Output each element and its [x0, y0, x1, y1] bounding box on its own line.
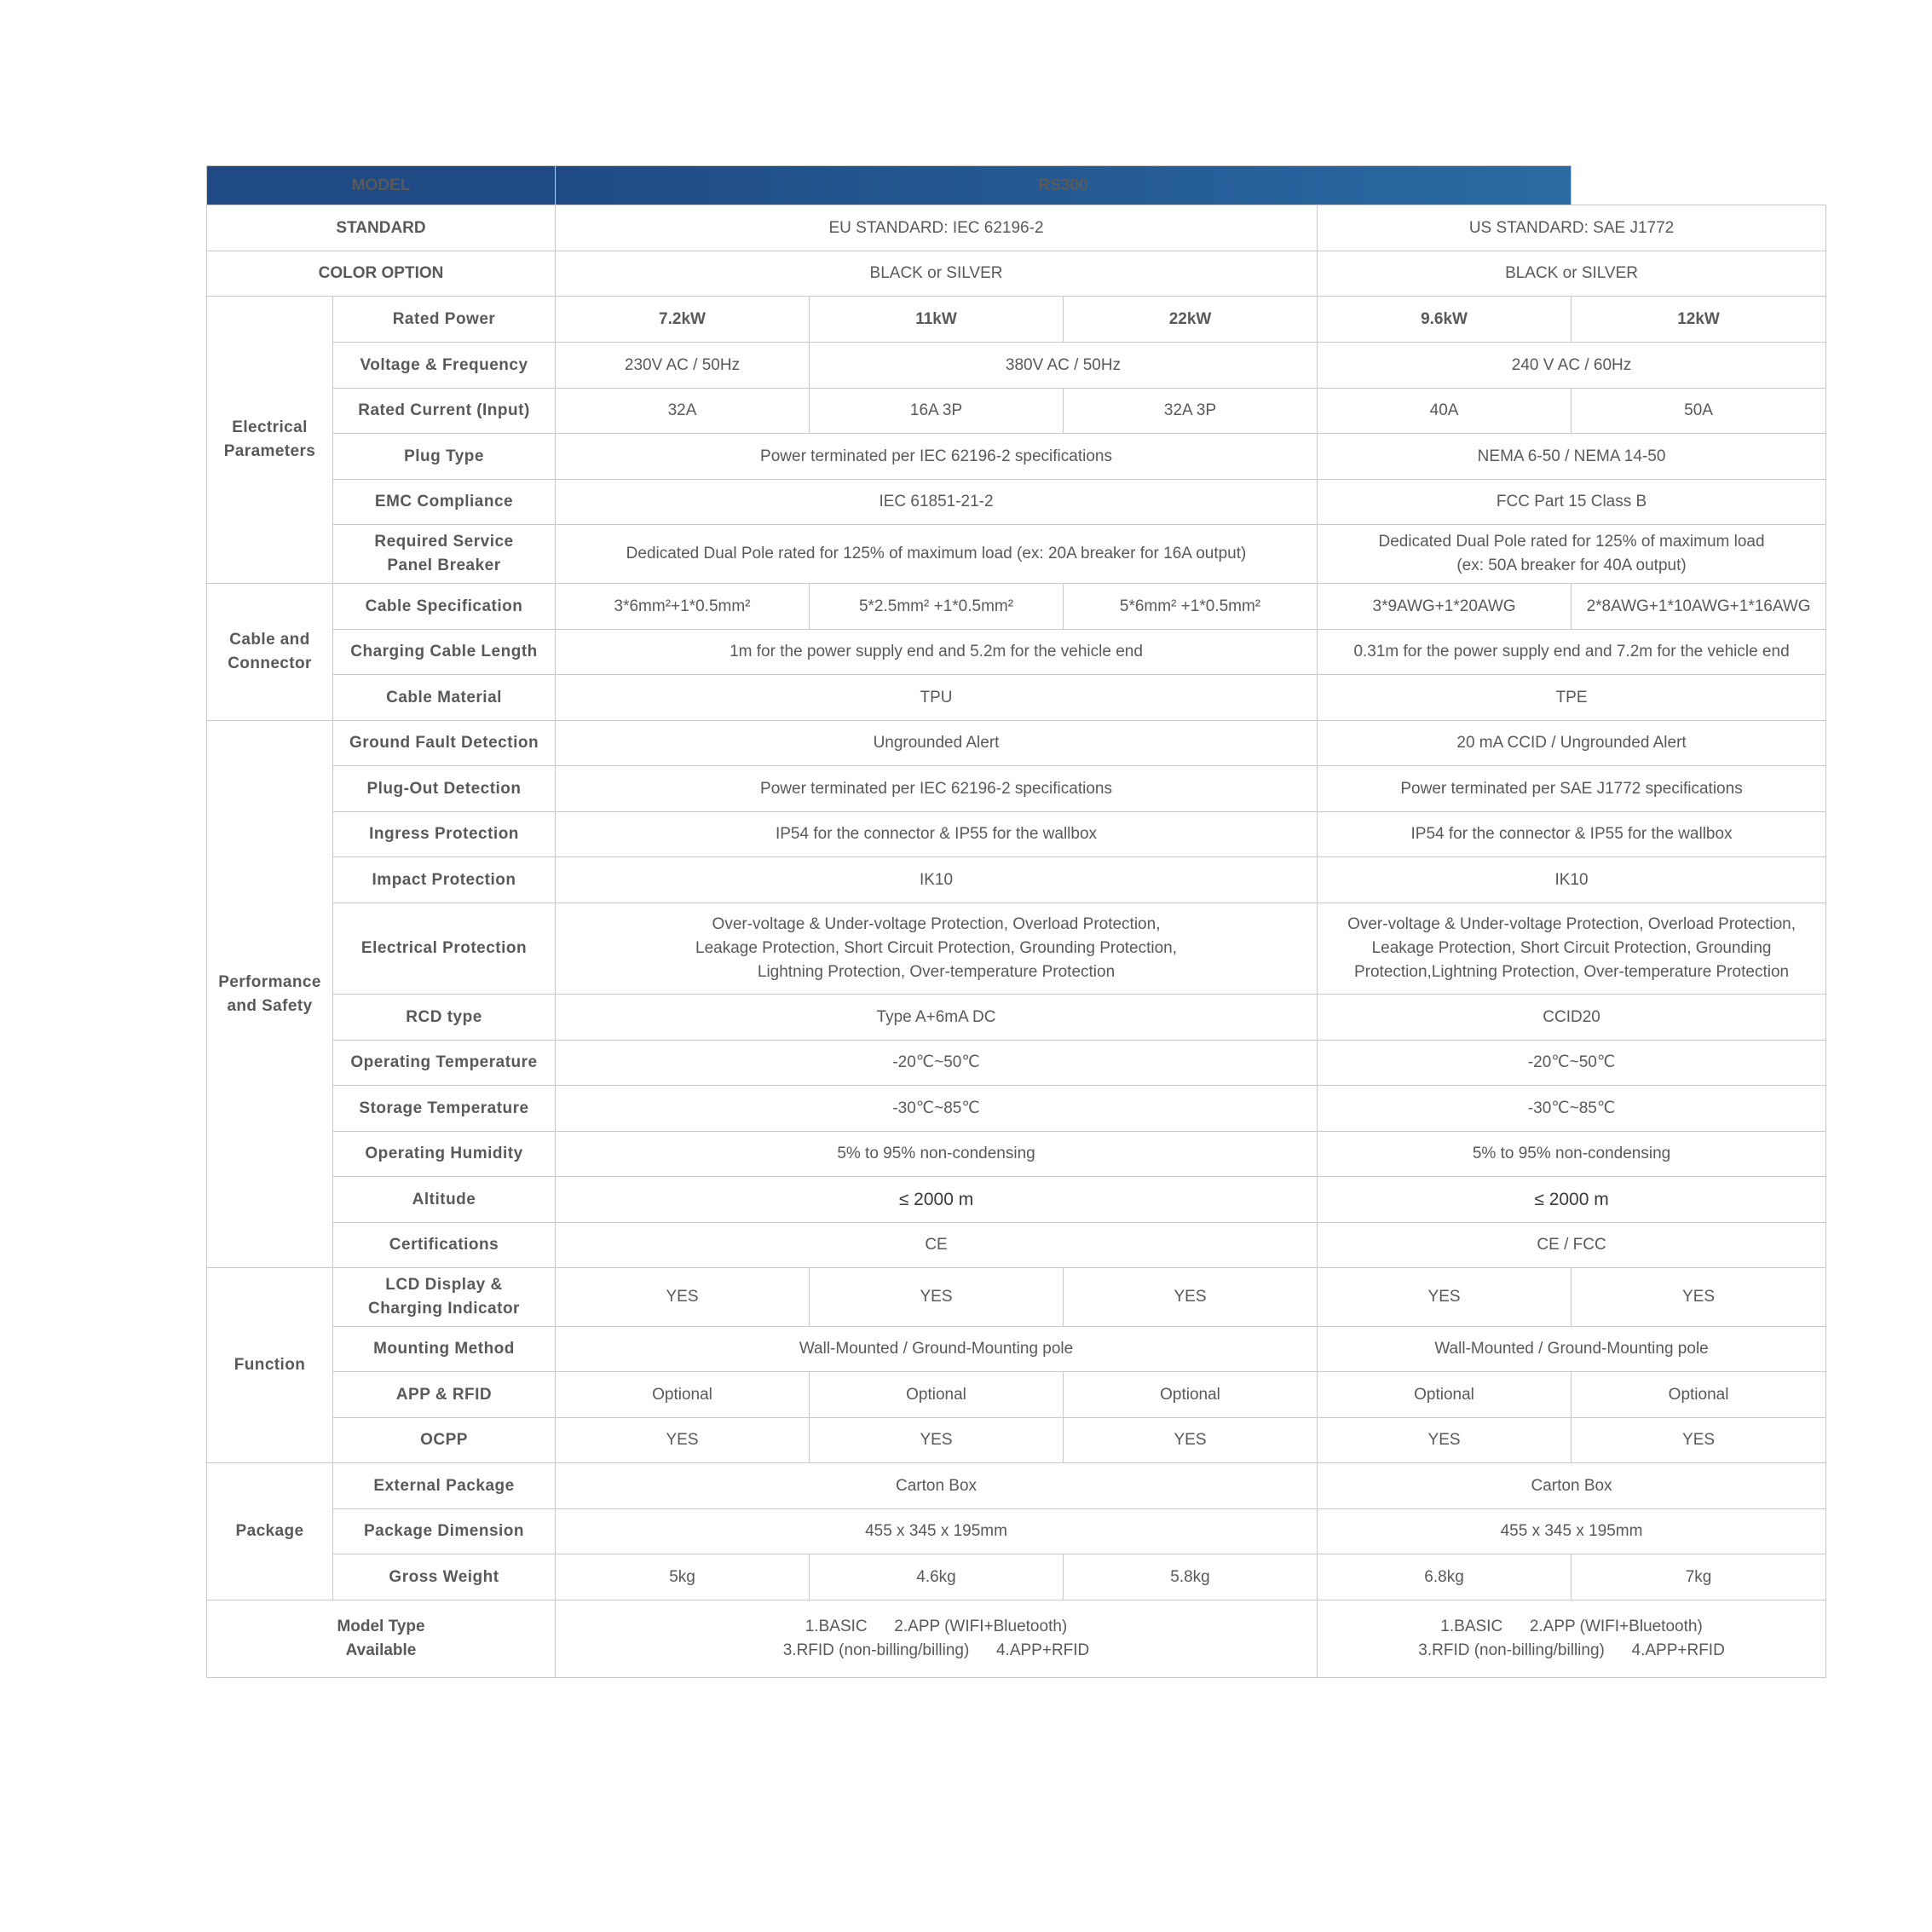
humidity-row [207, 1132, 1826, 1177]
emc-eu: IEC 61851-21-2 [556, 480, 1318, 525]
ocpp-row [207, 1418, 1826, 1463]
color-option-us: BLACK or SILVER [1318, 251, 1826, 297]
voltage-value: 230V AC / 50Hz [556, 343, 810, 389]
rcd-eu: Type A+6mA DC [556, 995, 1318, 1041]
certifications-row [207, 1223, 1826, 1268]
lcd-label-line1: LCD Display & [385, 1276, 503, 1294]
rated-power-label: Rated Power [333, 297, 556, 343]
rated-power-value: 11kW [810, 297, 1064, 343]
cable-spec-row [207, 584, 1826, 630]
humidity-label: Operating Humidity [333, 1132, 556, 1177]
weight-value: 4.6kg [810, 1554, 1064, 1600]
humidity-eu: 5% to 95% non-condensing [556, 1132, 1318, 1177]
model-type-label-line1: Model Type [337, 1618, 425, 1635]
electrical-protection-eu [556, 903, 1318, 995]
ocpp-value: YES [556, 1418, 810, 1463]
model-type-label-line2: Available [345, 1641, 417, 1659]
spec-sheet [206, 165, 1825, 1678]
model-type-us [1318, 1600, 1826, 1678]
dimension-row [207, 1509, 1826, 1554]
model-type-us-line: 3.RFID (non-billing/billing) 4.APP+RFID [1418, 1641, 1725, 1659]
plug-out-eu: Power terminated per IEC 62196-2 specifications [556, 766, 1318, 812]
voltage-value: 240 V AC / 60Hz [1318, 343, 1826, 389]
weight-value: 5.8kg [1064, 1554, 1318, 1600]
impact-eu: IK10 [556, 857, 1318, 903]
breaker-us-line2: (ex: 50A breaker for 40A output) [1456, 557, 1687, 574]
model-label: MODEL [207, 166, 556, 205]
breaker-us [1318, 525, 1826, 584]
model-value: RS300 [556, 166, 1572, 205]
breaker-us-line1: Dedicated Dual Pole rated for 125% of maximum load [1378, 533, 1765, 551]
electrical-section-label [207, 297, 333, 584]
lcd-label-line2: Charging Indicator [368, 1300, 520, 1318]
storage-temp-row [207, 1086, 1826, 1132]
performance-section-label [207, 721, 333, 1268]
model-type-eu-line: 3.RFID (non-billing/billing) 4.APP+RFID [782, 1641, 1090, 1659]
color-option-eu: BLACK or SILVER [556, 251, 1318, 297]
model-row [207, 166, 1826, 205]
humidity-us: 5% to 95% non-condensing [1318, 1132, 1826, 1177]
cable-spec-value: 3*9AWG+1*20AWG [1318, 584, 1572, 630]
cable-material-row [207, 675, 1826, 721]
external-package-label: External Package [333, 1463, 556, 1509]
lcd-value: YES [1318, 1268, 1572, 1327]
ingress-eu: IP54 for the connector & IP55 for the wallbox [556, 812, 1318, 857]
model-type-row [207, 1600, 1826, 1678]
impact-us: IK10 [1318, 857, 1826, 903]
dimension-us: 455 x 345 x 195mm [1318, 1509, 1826, 1554]
spec-table [206, 165, 1826, 1678]
cable-length-label: Charging Cable Length [333, 630, 556, 675]
altitude-eu: ≤ 2000 m [556, 1177, 1318, 1223]
cable-material-eu: TPU [556, 675, 1318, 721]
operating-temp-label: Operating Temperature [333, 1041, 556, 1086]
impact-row [207, 857, 1826, 903]
ingress-us: IP54 for the connector & IP55 for the wallbox [1318, 812, 1826, 857]
package-section-label: Package [207, 1463, 333, 1600]
ocpp-value: YES [1318, 1418, 1572, 1463]
external-package-eu: Carton Box [556, 1463, 1318, 1509]
app-rfid-label: APP & RFID [333, 1372, 556, 1418]
cable-label-line2: Connector [228, 655, 312, 672]
rated-current-value: 32A 3P [1064, 389, 1318, 434]
cable-length-row [207, 630, 1826, 675]
operating-temp-us: -20℃~50℃ [1318, 1041, 1826, 1086]
standard-row [207, 205, 1826, 251]
certifications-label: Certifications [333, 1223, 556, 1268]
voltage-label: Voltage & Frequency [333, 343, 556, 389]
electrical-protection-eu-line: Over-voltage & Under-voltage Protection, Overload Protection, [712, 915, 1161, 933]
standard-eu: EU STANDARD: IEC 62196-2 [556, 205, 1318, 251]
weight-value: 7kg [1572, 1554, 1826, 1600]
rated-current-value: 32A [556, 389, 810, 434]
rated-current-value: 16A 3P [810, 389, 1064, 434]
mounting-eu: Wall-Mounted / Ground-Mounting pole [556, 1327, 1318, 1372]
lcd-value: YES [1064, 1268, 1318, 1327]
voltage-row [207, 343, 1826, 389]
voltage-value: 380V AC / 50Hz [810, 343, 1318, 389]
model-type-eu-line: 1.BASIC 2.APP (WIFI+Bluetooth) [805, 1618, 1068, 1635]
storage-temp-eu: -30℃~85℃ [556, 1086, 1318, 1132]
app-rfid-value: Optional [1318, 1372, 1572, 1418]
ocpp-value: YES [1064, 1418, 1318, 1463]
standard-label: STANDARD [207, 205, 556, 251]
storage-temp-us: -30℃~85℃ [1318, 1086, 1826, 1132]
cable-material-label: Cable Material [333, 675, 556, 721]
model-type-label [207, 1600, 556, 1678]
ocpp-value: YES [1572, 1418, 1826, 1463]
rated-current-label: Rated Current (Input) [333, 389, 556, 434]
rated-power-value: 9.6kW [1318, 297, 1572, 343]
rcd-us: CCID20 [1318, 995, 1826, 1041]
breaker-row [207, 525, 1826, 584]
weight-value: 5kg [556, 1554, 810, 1600]
breaker-label [333, 525, 556, 584]
ground-fault-eu: Ungrounded Alert [556, 721, 1318, 766]
altitude-label: Altitude [333, 1177, 556, 1223]
mounting-label: Mounting Method [333, 1327, 556, 1372]
dimension-label: Package Dimension [333, 1509, 556, 1554]
app-rfid-value: Optional [1572, 1372, 1826, 1418]
performance-label-line1: Performance [218, 972, 321, 991]
rated-current-value: 40A [1318, 389, 1572, 434]
rated-power-row [207, 297, 1826, 343]
ocpp-value: YES [810, 1418, 1064, 1463]
impact-label: Impact Protection [333, 857, 556, 903]
rated-power-value: 22kW [1064, 297, 1318, 343]
dimension-eu: 455 x 345 x 195mm [556, 1509, 1318, 1554]
cable-section-label [207, 584, 333, 721]
cable-spec-value: 3*6mm²+1*0.5mm² [556, 584, 810, 630]
mounting-us: Wall-Mounted / Ground-Mounting pole [1318, 1327, 1826, 1372]
breaker-label-line1: Required Service [374, 533, 514, 551]
altitude-row [207, 1177, 1826, 1223]
standard-us: US STANDARD: SAE J1772 [1318, 205, 1826, 251]
plug-out-us: Power terminated per SAE J1772 specifications [1318, 766, 1826, 812]
electrical-label-line1: Electrical [232, 418, 308, 436]
ingress-row [207, 812, 1826, 857]
rcd-row [207, 995, 1826, 1041]
cable-spec-label: Cable Specification [333, 584, 556, 630]
storage-temp-label: Storage Temperature [333, 1086, 556, 1132]
plug-type-eu: Power terminated per IEC 62196-2 specifications [556, 434, 1318, 480]
certifications-eu: CE [556, 1223, 1318, 1268]
weight-value: 6.8kg [1318, 1554, 1572, 1600]
lcd-value: YES [556, 1268, 810, 1327]
certifications-us: CE / FCC [1318, 1223, 1826, 1268]
external-package-us: Carton Box [1318, 1463, 1826, 1509]
lcd-value: YES [1572, 1268, 1826, 1327]
lcd-value: YES [810, 1268, 1064, 1327]
cable-length-us: 0.31m for the power supply end and 7.2m for the vehicle end [1318, 630, 1826, 675]
weight-label: Gross Weight [333, 1554, 556, 1600]
electrical-label-line2: Parameters [223, 442, 316, 460]
rcd-label: RCD type [333, 995, 556, 1041]
breaker-eu: Dedicated Dual Pole rated for 125% of maximum load (ex: 20A breaker for 16A output) [556, 525, 1318, 584]
cable-label-line1: Cable and [229, 631, 310, 649]
app-rfid-value: Optional [810, 1372, 1064, 1418]
lcd-row [207, 1268, 1826, 1327]
plug-out-label: Plug-Out Detection [333, 766, 556, 812]
cable-material-us: TPE [1318, 675, 1826, 721]
app-rfid-row [207, 1372, 1826, 1418]
external-package-row [207, 1463, 1826, 1509]
ocpp-label: OCPP [333, 1418, 556, 1463]
performance-label-line2: and Safety [227, 996, 313, 1015]
rated-power-value: 12kW [1572, 297, 1826, 343]
plug-type-row [207, 434, 1826, 480]
breaker-label-line2: Panel Breaker [387, 557, 501, 574]
electrical-protection-label: Electrical Protection [333, 903, 556, 995]
ingress-label: Ingress Protection [333, 812, 556, 857]
emc-label: EMC Compliance [333, 480, 556, 525]
altitude-us: ≤ 2000 m [1318, 1177, 1826, 1223]
app-rfid-value: Optional [556, 1372, 810, 1418]
cable-spec-value: 5*2.5mm² +1*0.5mm² [810, 584, 1064, 630]
operating-temp-row [207, 1041, 1826, 1086]
cable-spec-value: 5*6mm² +1*0.5mm² [1064, 584, 1318, 630]
electrical-protection-row [207, 903, 1826, 995]
model-type-us-line: 1.BASIC 2.APP (WIFI+Bluetooth) [1440, 1618, 1703, 1635]
operating-temp-eu: -20℃~50℃ [556, 1041, 1318, 1086]
color-option-label: COLOR OPTION [207, 251, 556, 297]
function-section-label: Function [207, 1268, 333, 1463]
header-blank [1572, 166, 1826, 205]
ground-fault-label: Ground Fault Detection [333, 721, 556, 766]
weight-row [207, 1554, 1826, 1600]
electrical-protection-us-line: Leakage Protection, Short Circuit Protection, Grounding [1371, 939, 1772, 957]
model-type-eu [556, 1600, 1318, 1678]
color-option-row [207, 251, 1826, 297]
rated-power-value: 7.2kW [556, 297, 810, 343]
plug-type-us: NEMA 6-50 / NEMA 14-50 [1318, 434, 1826, 480]
electrical-protection-eu-line: Leakage Protection, Short Circuit Protection, Grounding Protection, [695, 939, 1178, 957]
emc-us: FCC Part 15 Class B [1318, 480, 1826, 525]
ground-fault-row [207, 721, 1826, 766]
ground-fault-us: 20 mA CCID / Ungrounded Alert [1318, 721, 1826, 766]
cable-length-eu: 1m for the power supply end and 5.2m for the vehicle end [556, 630, 1318, 675]
electrical-protection-us-line: Protection,Lightning Protection, Over-temperature Protection [1353, 963, 1790, 981]
mounting-row [207, 1327, 1826, 1372]
plug-out-row [207, 766, 1826, 812]
cable-spec-value: 2*8AWG+1*10AWG+1*16AWG [1572, 584, 1826, 630]
electrical-protection-eu-line: Lightning Protection, Over-temperature Protection [757, 963, 1116, 981]
app-rfid-value: Optional [1064, 1372, 1318, 1418]
rated-current-value: 50A [1572, 389, 1826, 434]
lcd-label [333, 1268, 556, 1327]
rated-current-row [207, 389, 1826, 434]
plug-type-label: Plug Type [333, 434, 556, 480]
electrical-protection-us-line: Over-voltage & Under-voltage Protection, Overload Protection, [1347, 915, 1796, 933]
emc-row [207, 480, 1826, 525]
electrical-protection-us [1318, 903, 1826, 995]
